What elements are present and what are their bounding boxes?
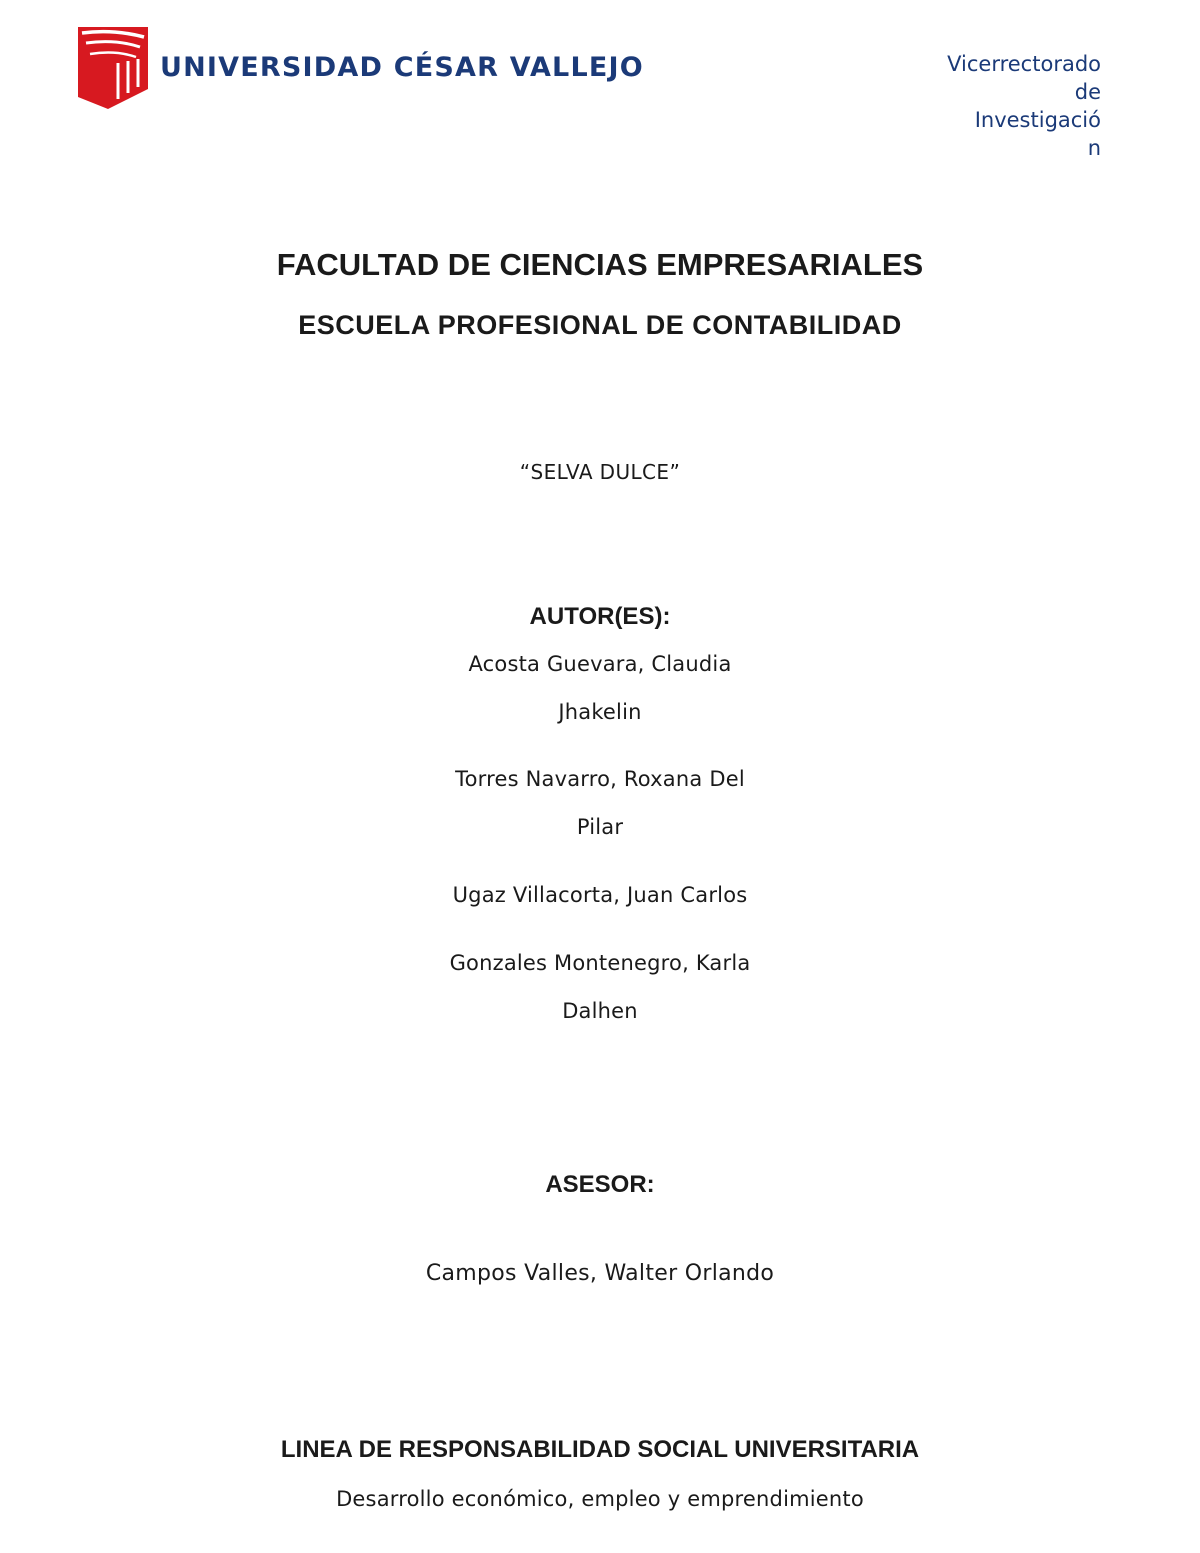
faculty-title: FACULTAD DE CIENCIAS EMPRESARIALES xyxy=(276,247,924,282)
university-logo-icon xyxy=(78,27,148,109)
author-name: Jhakelin xyxy=(558,700,642,724)
advisor-label: ASESOR: xyxy=(545,1171,655,1198)
authors-label: AUTOR(ES): xyxy=(529,603,671,630)
university-name: UNIVERSIDAD CÉSAR VALLEJO xyxy=(160,52,644,83)
research-line-value: Desarrollo económico, empleo y emprendimiento xyxy=(336,1487,864,1511)
advisor-name: Campos Valles, Walter Orlando xyxy=(425,1261,775,1286)
vicerrectorado-line: de xyxy=(1074,80,1101,104)
vicerrectorado-line: Vicerrectorado xyxy=(947,52,1101,76)
author-name: Pilar xyxy=(576,815,624,839)
research-line-label: LINEA DE RESPONSABILIDAD SOCIAL UNIVERSITARIA xyxy=(280,1436,920,1463)
author-name: Ugaz Villacorta, Juan Carlos xyxy=(452,883,748,907)
author-name: Gonzales Montenegro, Karla xyxy=(449,951,751,975)
vicerrectorado-label xyxy=(911,50,1101,162)
school-title: ESCUELA PROFESIONAL DE CONTABILIDAD xyxy=(298,310,902,340)
project-title: “SELVA DULCE” xyxy=(519,460,681,484)
author-name: Acosta Guevara, Claudia xyxy=(468,652,732,676)
vicerrectorado-line: n xyxy=(1087,136,1101,160)
vicerrectorado-line: Investigació xyxy=(974,108,1101,132)
author-name: Torres Navarro, Roxana Del xyxy=(455,767,745,791)
author-name: Dalhen xyxy=(562,999,638,1023)
